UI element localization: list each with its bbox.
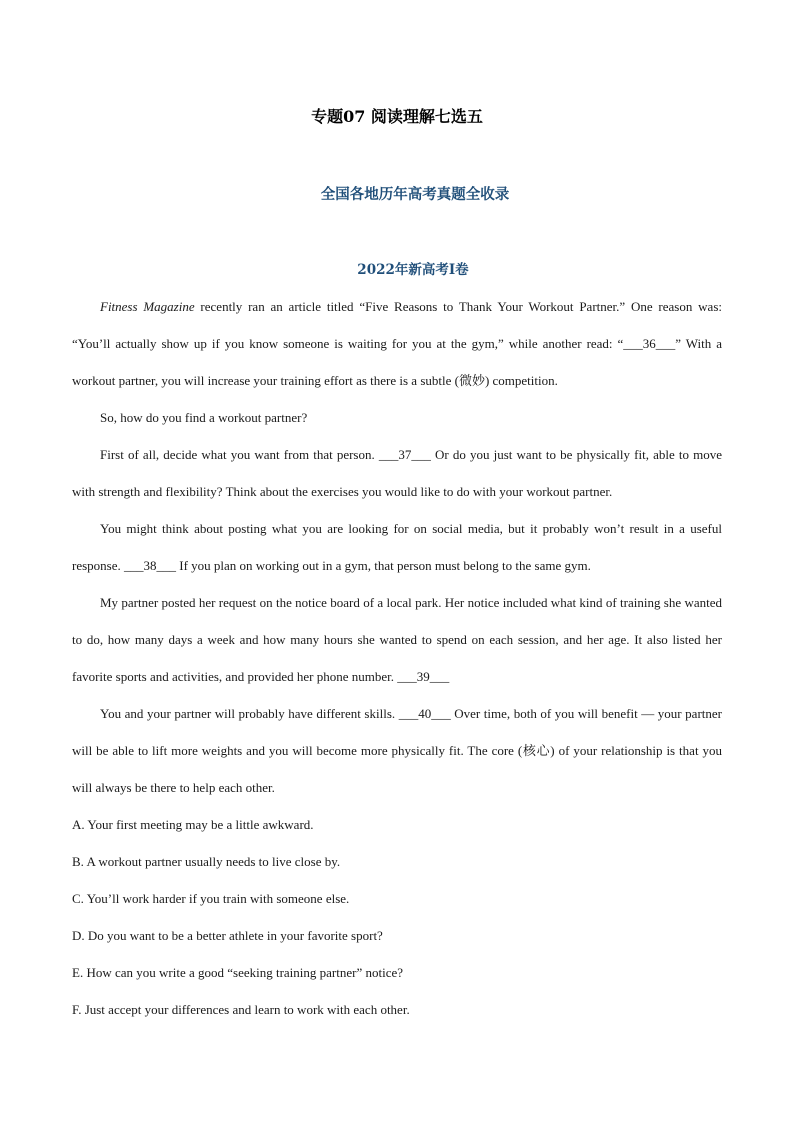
paragraph-4: You might think about posting what you are looking for on social media, but it probably won’t result in a useful response. ___38___ If you plan on working out in a gym, that person must belong to the same gym. <box>72 521 722 573</box>
passage-body <box>72 288 722 1028</box>
paragraph-2: So, how do you find a workout partner? <box>100 410 308 425</box>
page-title: 专题07 阅读理解七选五 <box>311 107 483 126</box>
option-f: F. Just accept your differences and learn to work with each other. <box>72 1002 410 1017</box>
option-b: B. A workout partner usually needs to live close by. <box>72 854 341 869</box>
paragraph-3: First of all, decide what you want from that person. ___37___ Or do you just want to be physically fit, able to move with strength and flexibility? Think about the exercises you would like to do with your workout partner. <box>72 447 722 499</box>
paragraph-5: My partner posted her request on the notice board of a local park. Her notice included what kind of training she wanted to do, how many days a week and how many hours she wanted to spend on each session, and her age. It also listed her favorite sports and activities, and provided her phone number. ___39___ <box>72 595 722 684</box>
paragraph-1 <box>72 288 722 399</box>
section-heading: 2022年新高考I卷 <box>357 262 469 278</box>
option-a: A. Your first meeting may be a little awkward. <box>72 817 314 832</box>
paragraph-1-text: recently ran an article titled “Five Reasons to Thank Your Workout Partner.” One reason was: “You’ll actually show up if you know someone is waiting for you at the gym,” while another read: “___36___” With a workout partner, you will increase your training effort as there is a subtle (微妙) competition. <box>72 299 722 388</box>
magazine-name: Fitness Magazine <box>100 299 195 314</box>
option-d: D. Do you want to be a better athlete in your favorite sport? <box>72 928 383 943</box>
option-e: E. How can you write a good “seeking training partner” notice? <box>72 965 404 980</box>
page-subtitle: 全国各地历年高考真题全收录 <box>320 187 510 203</box>
option-c: C. You’ll work harder if you train with someone else. <box>72 891 350 906</box>
paragraph-6: You and your partner will probably have different skills. ___40___ Over time, both of you will benefit — your partner will be able to lift more weights and you will become more physically fit. The core (核心) of your relationship is that you will always be there to help each other. <box>72 706 722 795</box>
